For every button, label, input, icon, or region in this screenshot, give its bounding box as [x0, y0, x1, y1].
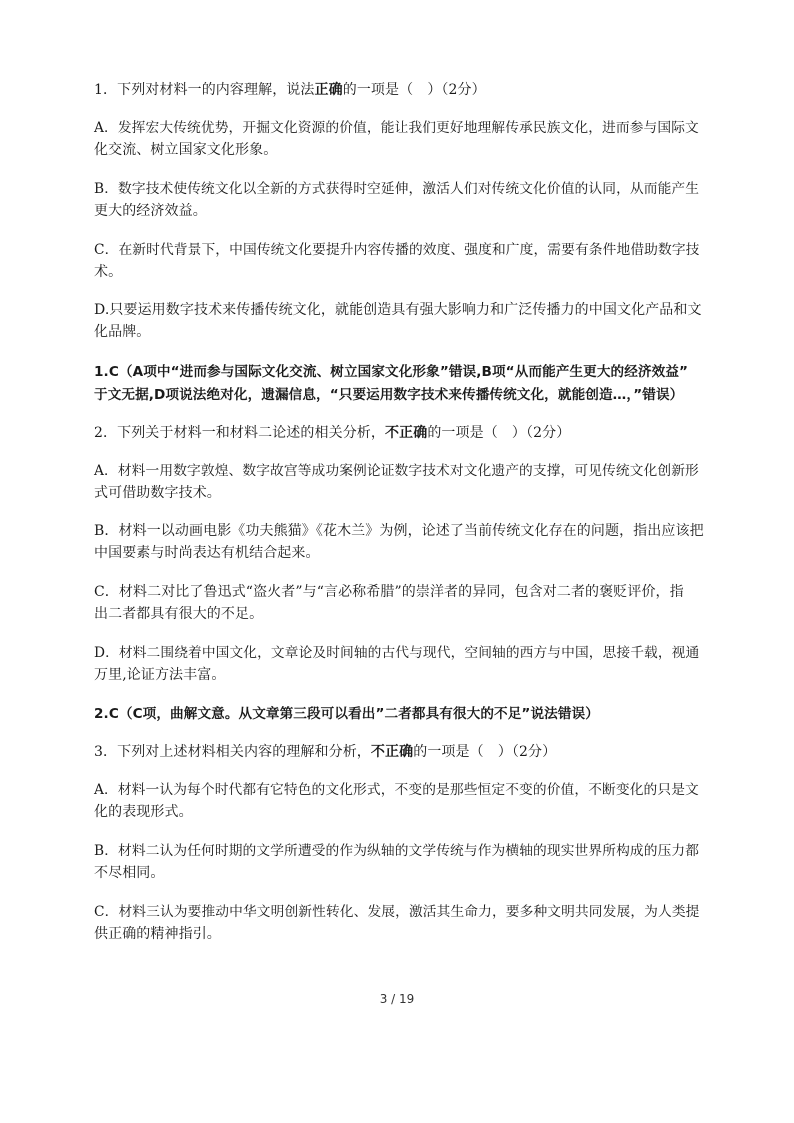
q1-answer-line2: 于文无据,D项说法绝对化，遗漏信息，“只要运用数字技术来传播传统文化，就能创造…，”错误） — [94, 387, 684, 403]
q3-stem: 3．下列对上述材料相关内容的理解和分析，不正确的一项是（ ）（2分） — [94, 744, 557, 760]
q1-stem: 1．下列对材料一的内容理解，说法正确的一项是（ ）（2分） — [94, 82, 486, 98]
q3-option-c-line2: 供正确的精神指引。 — [94, 926, 221, 942]
q2-option-a-line2: 式可借助数字技术。 — [94, 485, 221, 501]
q2-answer-line1: 2.C（C项，曲解文意。从文章第三段可以看出”二者都具有很大的不足”说法错误） — [94, 706, 599, 722]
q1-option-b-line1: B．数字技术使传统文化以全新的方式获得时空延伸，激活人们对传统文化价值的认同，从而能产生 — [94, 181, 700, 197]
q1-stem-emphasis: 正确 — [314, 82, 343, 98]
q2-stem: 2．下列关于材料一和材料二论述的相关分析，不正确的一项是（ ）（2分） — [94, 425, 571, 441]
q1-option-a-line1: A．发挥宏大传统优势，开掘文化资源的价值，能让我们更好地理解传承民族文化，进而参与国际文 — [94, 120, 699, 136]
q1-option-b-line2: 更大的经济效益。 — [94, 203, 207, 219]
q2-option-b-line1: B．材料一以动画电影《功夫熊猫》《花木兰》为例，论述了当前传统文化存在的问题，指出应该把 — [94, 523, 704, 539]
q3-option-a-line2: 化的表现形式。 — [94, 804, 193, 820]
q3-option-a-line1: A．材料一认为每个时代都有它特色的文化形式，不变的是那些恒定不变的价值，不断变化的只是文 — [94, 782, 699, 798]
q2-option-d-line1: D．材料二围绕着中国文化，文章论及时间轴的古代与现代，空间轴的西方与中国，思接千载，视通 — [94, 645, 700, 661]
q1-answer-line1: 1.C（A项中“进而参与国际文化交流、树立国家文化形象”错误,B项“从而能产生更大的经济效益” — [94, 364, 689, 380]
q1-option-c-line1: C．在新时代背景下，中国传统文化要提升内容传播的效度、强度和广度，需要有条件地借助数字技 — [94, 242, 700, 258]
q3-option-b-line1: B．材料二认为任何时期的文学所遭受的作为纵轴的文学传统与作为横轴的现实世界所构成的压力都 — [94, 843, 700, 859]
q2-option-c-line2: 出二者都具有很大的不足。 — [94, 606, 264, 622]
q2-option-b-line2: 中国要素与时尚表达有机结合起来。 — [94, 545, 320, 561]
q1-option-d-line1: D.只要运用数字技术来传播传统文化，就能创造具有强大影响力和广泛传播力的中国文化产品和文 — [94, 302, 702, 318]
q2-stem-emphasis: 不正确 — [385, 425, 428, 441]
page-number: 3 / 19 — [379, 992, 415, 1006]
q2-option-d-line2: 万里,论证方法丰富。 — [94, 667, 226, 683]
q2-option-a-line1: A．材料一用数字敦煌、数字故宫等成功案例论证数字技术对文化遗产的支撑，可见传统文化创新形 — [94, 463, 699, 479]
q1-option-c-line2: 术。 — [94, 264, 123, 280]
q1-option-d-line2: 化品牌。 — [94, 324, 151, 340]
q3-option-c-line1: C．材料三认为要推动中华文明创新性转化、发展，激活其生命力，要多种文明共同发展，为人类提 — [94, 904, 700, 920]
q3-stem-emphasis: 不正确 — [370, 744, 414, 760]
q3-option-b-line2: 不尽相同。 — [94, 865, 165, 881]
q1-option-a-line2: 化交流、树立国家文化形象。 — [94, 142, 278, 158]
q2-option-c-line1: C．材料二对比了鲁迅式“盗火者”与“言必称希腊”的崇洋者的异同，包含对二者的褒贬评价，指 — [94, 584, 684, 600]
